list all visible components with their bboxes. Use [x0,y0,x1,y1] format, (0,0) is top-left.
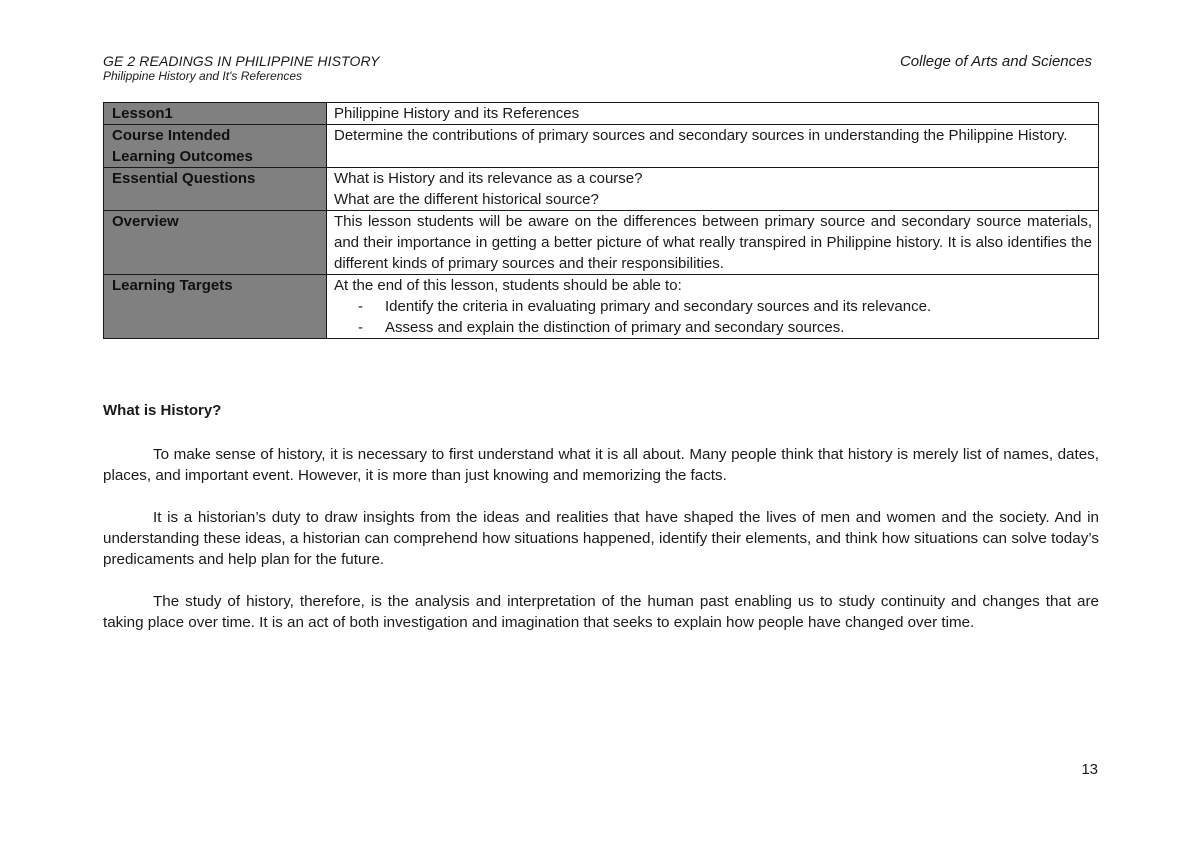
row-content: Determine the contributions of primary sources and secondary sources in understanding the Philippine History. [327,125,1099,168]
row-content [327,168,1099,211]
row-label [104,125,327,168]
row-label: Learning Targets [104,275,327,339]
row-label: Lesson1 [104,103,327,125]
label-line: Learning Outcomes [112,148,253,165]
page-number: 13 [1081,761,1098,778]
section-heading: What is History? [103,402,222,419]
row-content [327,275,1099,339]
label-line: Course Intended [112,127,231,144]
row-content: Philippine History and its References [327,103,1099,125]
row-label: Essential Questions [104,168,327,211]
document-header [103,53,380,83]
list-item: - Identify the criteria in evaluating primary and secondary sources and its relevance. [354,296,1092,317]
paragraph: The study of history, therefore, is the analysis and interpretation of the human past enabling us to study continuity and changes that are taking place over time. It is an act of both investigation and imagination that seeks to explain how people have changed over time. [103,593,1099,631]
college-name: College of Arts and Sciences [899,53,1092,70]
row-label: Overview [104,211,327,275]
list-item: - Assess and explain the distinction of primary and secondary sources. [354,317,1092,338]
paragraph: It is a historian’s duty to draw insights from the ideas and realities that have shaped the lives of men and women and the society. And in understanding these ideas, a historian can comprehend how situations happened, identify their elements, and think how situations can solve today’s predicaments and help plan for the future. [103,509,1099,568]
targets-list [334,296,1092,338]
paragraph: To make sense of history, it is necessary to first understand what it is all about. Many people think that history is merely list of names, dates, places, and important event. However, it is more than just knowing and memorizing the facts. [103,446,1099,484]
question-line: What are the different historical source? [334,191,599,208]
document-subtitle: Philippine History and It's References [103,69,303,83]
question-line: What is History and its relevance as a course? [334,170,643,187]
row-content: This lesson students will be aware on the differences between primary source and secondary source materials, and their importance in getting a better picture of what really transpired in Philippine history. It is also identifies the different kinds of primary sources and their responsibilities. [327,211,1099,275]
table-row [104,275,1099,339]
table-row [104,103,1099,125]
table-row [104,125,1099,168]
course-title: GE 2 READINGS IN PHILIPPINE HISTORY [103,53,380,69]
table-row [104,168,1099,211]
table-row [104,211,1099,275]
targets-intro: At the end of this lesson, students should be able to: [334,277,682,294]
lesson-info-table [103,102,1099,339]
